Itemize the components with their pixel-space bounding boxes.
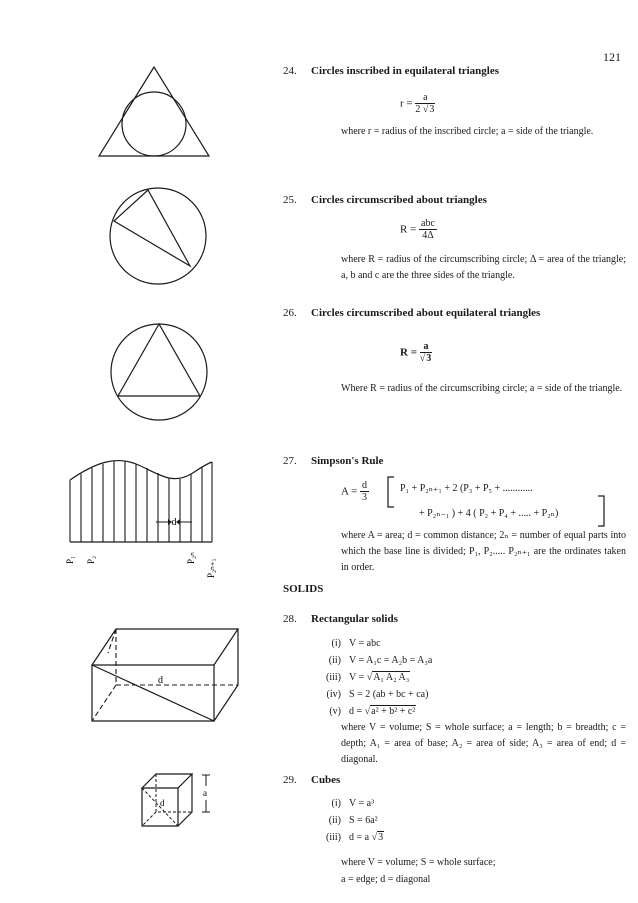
radicand: 3 [429,104,435,115]
formula-volume-areas [311,655,432,666]
label-p2n1: P₂ₙ₊₁ [206,558,216,578]
label-p2: P₂ [86,555,96,564]
item-title: Simpson's Rule [311,455,384,467]
item-title: Circles inscribed in equilateral triangles [311,65,500,77]
fraction [415,92,435,116]
formula-text: S = 2 (ab + bc + ca) [349,689,429,700]
radicand: a² + b² + c² [371,706,416,717]
figure-rectangular-solid [90,625,240,725]
label-p2n: P₂ₙ [186,552,196,564]
fraction [420,341,433,365]
fraction [360,480,369,504]
label-d: d [171,517,177,528]
formula-line-1: P₁ + P₂ₙ₊₁ + 2 (P₃ + P₅ + ............ [400,483,533,494]
formula-lhs: r = [400,97,413,110]
formula-lhs: R = [400,346,417,359]
item-number: 29. [283,774,297,786]
item-description: where r = radius of the inscribed circle; a = side of the triangle. [341,126,594,137]
formula-label: (i) [331,798,341,809]
figure-circumscribed-equilateral [109,322,209,422]
denominator: 3 [362,492,368,503]
numerator: abc [421,218,435,229]
label-d: d [158,675,163,686]
item-description: where R = radius of the circumscribing circle; Δ = area of the triangle; a, b and c are the three sides of the triangle. [341,254,626,281]
item-title: Cubes [311,774,341,786]
item-number: 26. [283,307,297,319]
right-bracket [597,495,605,527]
item-number: 27. [283,455,297,467]
denominator: 4Δ [422,230,434,241]
formula-label: (ii) [328,815,341,826]
formula-surface [311,689,428,700]
figure-simpsons-rule [66,452,216,592]
numerator: a [420,341,433,353]
formula-R-circumscribed [400,218,437,242]
fraction [419,218,437,242]
formula-label: (iv) [326,689,341,700]
formula-text: V = [349,672,367,683]
denominator: 2 √3 [415,104,435,115]
formula-r-inscribed [400,92,435,116]
item-description: where A = area; d = common distance; 2ₙ = number of equal parts into which the base line is divided; P₁, P₂..... P₂ₙ₊₁ are the ordinates taken in order. [341,530,626,573]
denominator: √3 [419,353,432,364]
radicand: 3 [378,832,384,843]
page-number: 121 [603,50,621,64]
figure-cube [140,770,220,840]
formula-text: S = 6a² [349,815,378,826]
numerator: d [362,480,368,491]
formula-label: (ii) [328,655,341,666]
label-d: d [160,798,165,808]
item-title: Rectangular solids [311,613,398,625]
formula-text: d = [349,706,365,717]
item-title: Circles circumscribed about equilateral triangles [311,307,541,319]
numerator: a [415,92,435,104]
radicand: A₁ A₂ A₃ [373,672,410,683]
item-number: 25. [283,194,297,206]
label-p1: P₁ [65,555,75,564]
formula-R-equilateral [400,341,432,365]
item-number: 28. [283,613,297,625]
formula-text: d = a [349,832,372,843]
item-number: 24. [283,65,297,77]
formula-text: V = A₁c = A₂b = A₃a [349,655,433,666]
coefficient: 2 [415,104,421,115]
item-description: Where R = radius of the circumscribing circle; a = side of the triangle. [341,383,623,394]
formula-text: V = abc [349,638,381,649]
formula-text: V = a³ [349,798,375,809]
item-description: where V = volume; S = whole surface; a = length; b = breadth; c = depth; A₁ = area of base; A₂ = area of side; A₃ = area of end; d = diagonal. [341,722,626,765]
formula-lhs: R = [400,223,417,236]
formula-simpson [341,480,369,504]
formula-volume-sqrt: (iii) V = √A₁ A₂ A₃ [311,672,410,683]
formula-diagonal: (v) d = √a² + b² + c² [311,706,416,717]
figure-circumscribed-circle [108,186,208,286]
formula-line-2: + P₂ₙ₋₁ ) + 4 ( P₂ + P₄ + ..... + P₂ₙ) [419,508,559,519]
label-a: a [203,788,207,798]
formula-volume-abc [311,638,381,649]
figure-inscribed-circle [95,62,215,162]
formula-cube-surface [311,815,378,826]
left-bracket [387,476,395,508]
formula-label: (iii) [326,672,341,683]
formula-label: (iii) [326,832,341,843]
formula-cube-volume [311,798,374,809]
radicand: 3 [426,353,432,364]
formula-lhs: A = [341,485,358,498]
item-title: Circles circumscribed about triangles [311,194,487,206]
section-heading-solids: SOLIDS [283,583,324,595]
formula-cube-diagonal: (iii) d = a √3 [311,832,384,843]
item-description-line-1: where V = volume; S = whole surface; [341,857,496,868]
formula-label: (v) [329,706,341,717]
item-description-line-2: a = edge; d = diagonal [341,874,431,885]
formula-label: (i) [331,638,341,649]
